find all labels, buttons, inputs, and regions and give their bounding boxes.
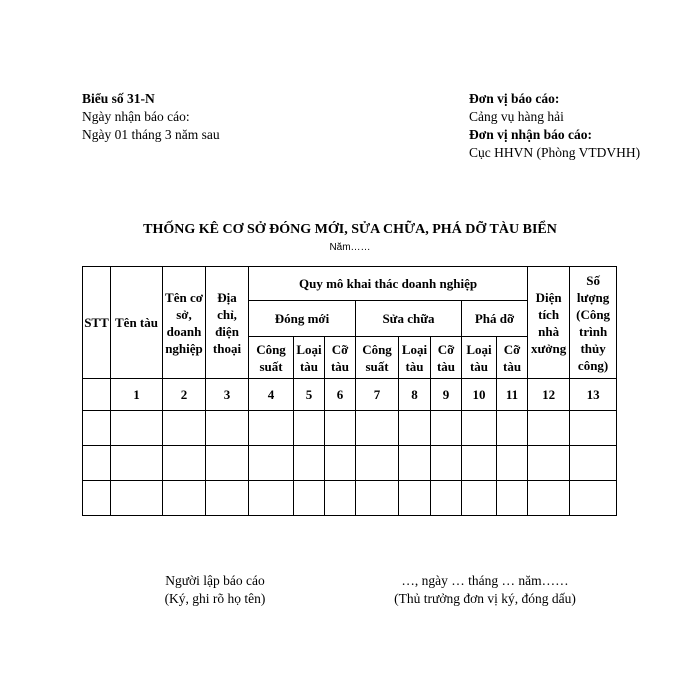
header-right — [469, 90, 649, 162]
signature-preparer — [140, 572, 290, 608]
column-number-row — [83, 379, 617, 411]
col-header-scale-group: Quy mô khai thác doanh nghiệp — [249, 267, 528, 301]
signature-head — [360, 572, 610, 608]
receiving-unit-label: Đơn vị nhận báo cáo: — [469, 127, 593, 142]
table-row — [83, 446, 617, 481]
reporting-unit: Cảng vụ hàng hải — [469, 109, 564, 124]
col-header-ship-type: Loại tàu — [399, 337, 431, 379]
signature-date: …, ngày … tháng … năm…… — [401, 573, 569, 588]
column-number-cell: 7 — [356, 379, 399, 411]
col-header-capacity: Công suất — [356, 337, 399, 379]
col-header-ship-type: Loại tàu — [462, 337, 497, 379]
col-header-scrap: Phá dỡ — [462, 301, 528, 337]
table-row — [83, 481, 617, 516]
col-header-facility-name: Tên cơ sở, doanh nghiệp — [163, 267, 206, 379]
preparer-title: Người lập báo cáo — [165, 573, 265, 588]
column-number-cell: 9 — [431, 379, 462, 411]
document-title: THỐNG KÊ CƠ SỞ ĐÓNG MỚI, SỬA CHỮA, PHÁ DỠ TÀU BIỂN — [143, 222, 557, 237]
column-number-cell: 11 — [497, 379, 528, 411]
head-note: (Thủ trưởng đơn vị ký, đóng dấu) — [394, 591, 576, 606]
table-row — [83, 411, 617, 446]
col-header-address: Địa chỉ, điện thoại — [206, 267, 249, 379]
col-header-repair: Sửa chữa — [356, 301, 462, 337]
col-header-workshop-area: Diện tích nhà xưởng — [528, 267, 570, 379]
receive-date: Ngày 01 tháng 3 năm sau — [82, 127, 220, 142]
col-header-ship-size: Cỡ tàu — [497, 337, 528, 379]
receive-label: Ngày nhận báo cáo: — [82, 109, 190, 124]
preparer-note: (Ký, ghi rõ họ tên) — [164, 591, 266, 606]
receiving-unit: Cục HHVN (Phòng VTDVHH) — [469, 145, 641, 160]
col-header-capacity: Công suất — [249, 337, 294, 379]
column-number-cell: 4 — [249, 379, 294, 411]
col-header-quantity: Số lượng (Công trình thủy công) — [570, 267, 617, 379]
statistics-table — [82, 266, 617, 516]
column-number-cell: 1 — [111, 379, 163, 411]
col-header-stt: STT — [83, 267, 111, 379]
col-header-ship-size: Cỡ tàu — [431, 337, 462, 379]
col-header-ship-size: Cỡ tàu — [325, 337, 356, 379]
header-left — [82, 90, 220, 144]
col-header-new-build: Đóng mới — [249, 301, 356, 337]
column-number-cell — [83, 379, 111, 411]
column-number-cell: 6 — [325, 379, 356, 411]
col-header-ship-name: Tên tàu — [111, 267, 163, 379]
column-number-cell: 2 — [163, 379, 206, 411]
column-number-cell: 10 — [462, 379, 497, 411]
document-year: Năm…… — [329, 242, 371, 253]
column-number-cell: 3 — [206, 379, 249, 411]
form-code: Biểu số 31-N — [82, 91, 155, 106]
reporting-unit-label: Đơn vị báo cáo: — [469, 91, 560, 106]
column-number-cell: 8 — [399, 379, 431, 411]
col-header-ship-type: Loại tàu — [294, 337, 325, 379]
column-number-cell: 5 — [294, 379, 325, 411]
column-number-cell: 13 — [570, 379, 617, 411]
column-number-cell: 12 — [528, 379, 570, 411]
